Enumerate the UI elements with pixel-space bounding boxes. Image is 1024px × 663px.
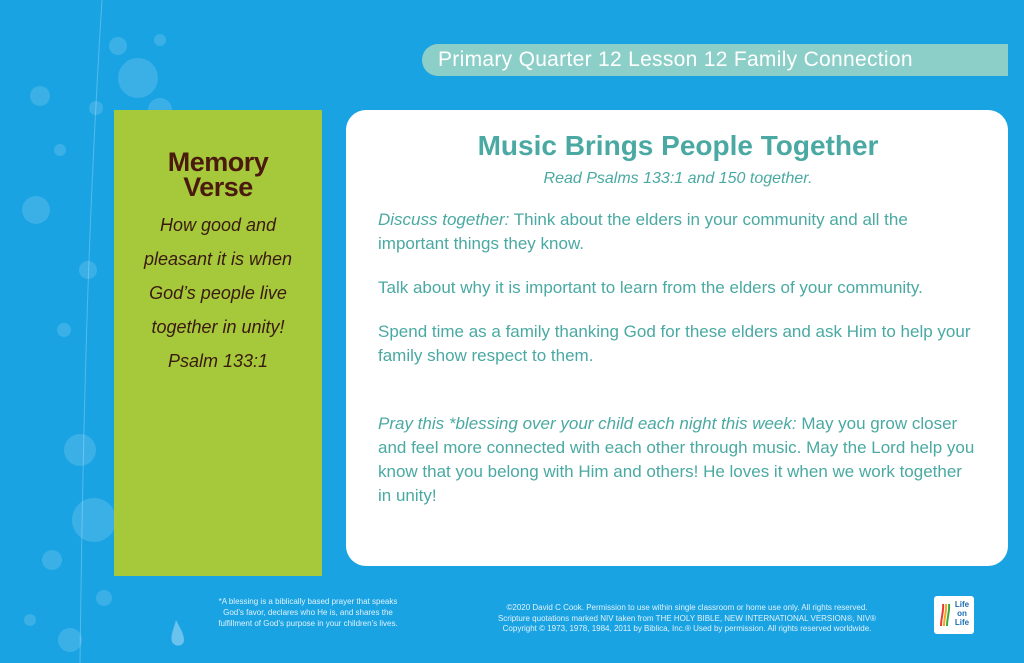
card-title: Music Brings People Together [477, 130, 879, 161]
copyright-line: ©2020 David C Cook. Permission to use within single classroom or home use only. All rights reserved. [506, 603, 868, 612]
memory-verse-line: pleasant it is when [143, 249, 293, 269]
memory-verse-line: How good and [159, 215, 277, 235]
memory-verse-title-line2: Verse [183, 172, 253, 202]
discuss-paragraph [378, 208, 978, 256]
footnote-line: *A blessing is a biblically based prayer that speaks [218, 597, 398, 606]
logo-stripes-icon [939, 602, 951, 628]
logo-text [951, 600, 973, 627]
pray-text: May you grow closer and feel more connected with each other through music. May the Lord help you know that you belong with Him and others! He loves it when we work together in unity! [378, 414, 975, 505]
family-activity-card [346, 110, 1008, 566]
pray-paragraph [378, 412, 978, 508]
memory-verse-panel [114, 110, 322, 576]
memory-verse-text [114, 208, 322, 378]
discuss-lead: Discuss together: [378, 210, 510, 229]
life-on-life-logo [934, 596, 974, 634]
memory-verse-title [114, 147, 322, 202]
spend-paragraph: Spend time as a family thanking God for these elders and ask Him to help your family show respect to them. [378, 322, 971, 365]
logo-text-line: Life [954, 618, 970, 627]
lesson-header: Primary Quarter 12 Lesson 12 Family Connection [422, 44, 1008, 76]
logo-text-line: on [957, 609, 967, 618]
memory-verse-reference: Psalm 133:1 [167, 351, 269, 371]
card-subtitle: Read Psalms 133:1 and 150 together. [543, 170, 813, 187]
footnote-line: God’s favor, declares who He is, and shares the [223, 608, 393, 617]
copyright-notice [448, 603, 926, 635]
copyright-line: Scripture quotations marked NIV taken from THE HOLY BIBLE, NEW INTERNATIONAL VERSION®, NIV® [497, 613, 877, 623]
discuss-text: Think about the elders in your community and all the important things they know. [378, 210, 908, 253]
pray-lead: Pray this *blessing over your child each night this week: [378, 414, 797, 433]
memory-verse-line: God’s people live [149, 283, 287, 303]
memory-verse-title-line1: Memory [167, 147, 269, 177]
talk-paragraph: Talk about why it is important to learn from the elders of your community. [378, 278, 923, 297]
logo-text-line: Life [954, 600, 970, 609]
blessing-footnote [192, 596, 424, 629]
memory-verse-line: together in unity! [151, 317, 285, 337]
copyright-line: Copyright © 1973, 1978, 1984, 2011 by Biblica, Inc.® Used by permission. All rights reserved worldwide. [502, 624, 872, 633]
footnote-line: fulfillment of God’s purpose in your children’s lives. [218, 619, 398, 628]
